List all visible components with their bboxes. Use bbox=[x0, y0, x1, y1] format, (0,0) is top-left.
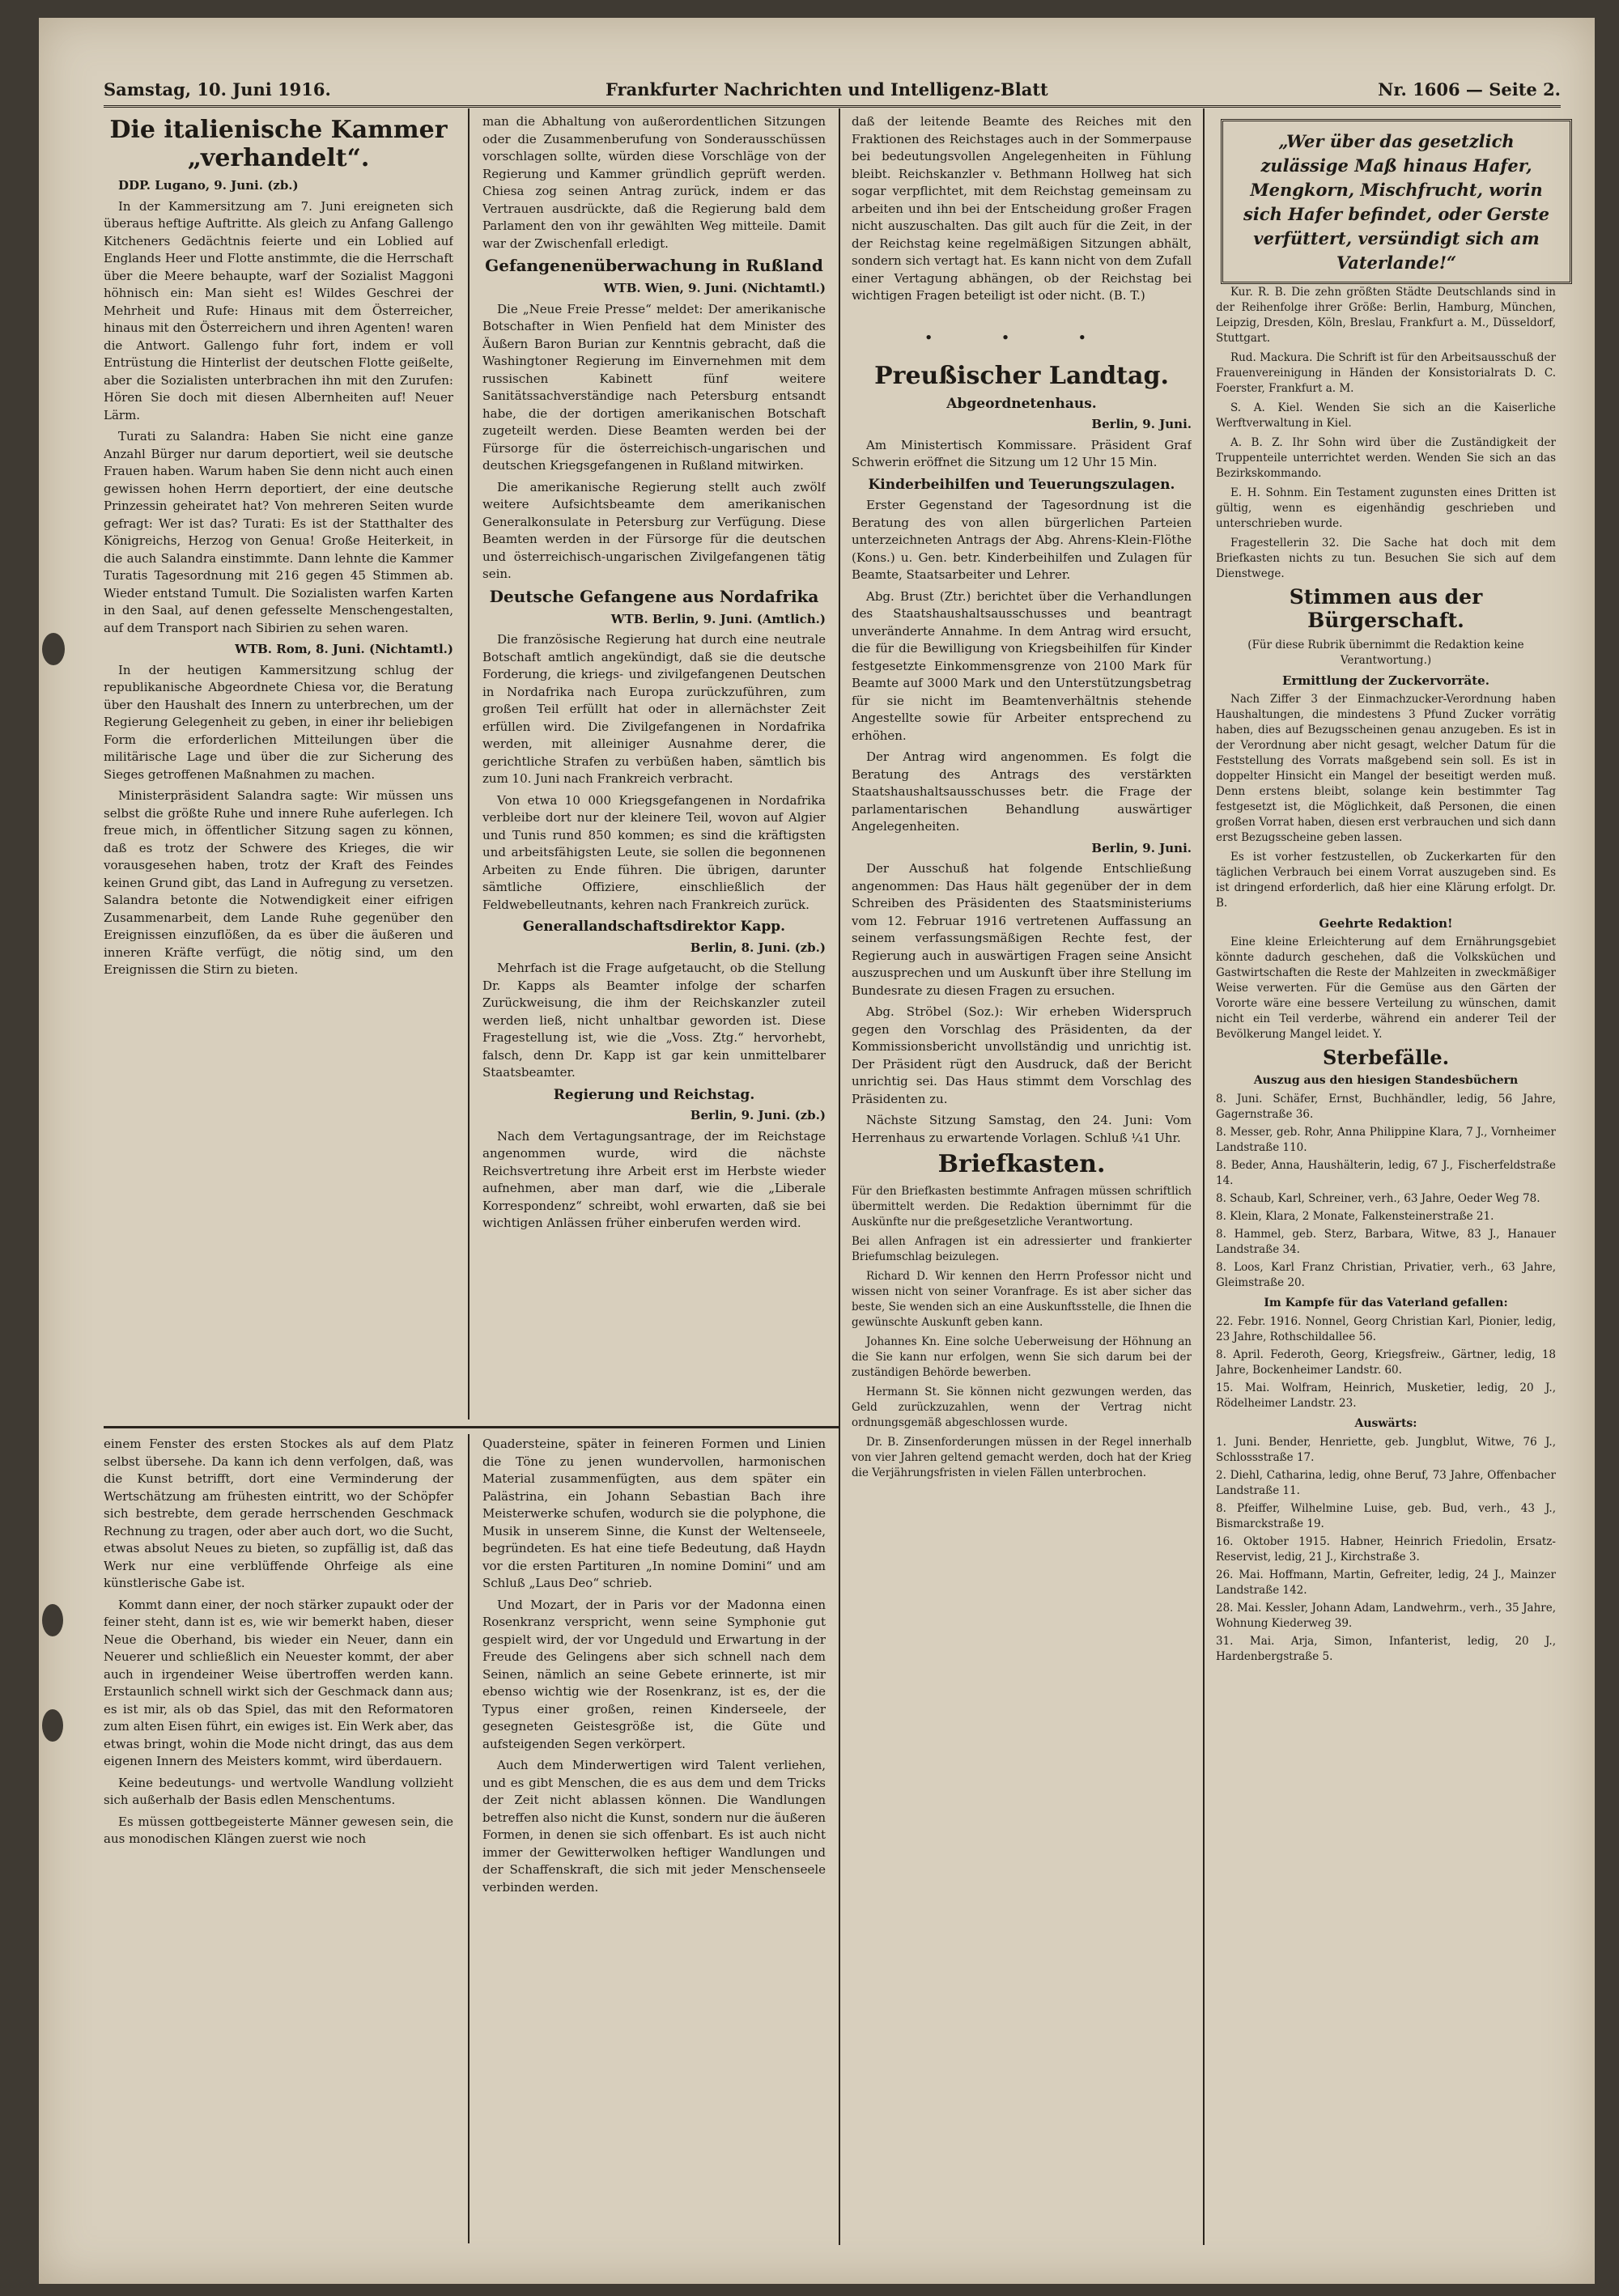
headline-prisoners-north-africa: Deutsche Gefangene aus Nordafrika bbox=[489, 586, 819, 606]
paragraph: Und Mozart, der in Paris vor der Madonna einen Rosenkranz verspricht, wenn seine Symphonie gut gespielt wird, der vor Ungeduld und Erwartung in der Freude des Gelingens aber sich schnell nach dem Seinen, nämlich an seine Gebete erinnerte, ist mir ebenso wichtig wie der Rosenkranz, ist es, der die Typus einer großen, reinen Kinderseele, der gesegneten Geistesgröße ist, die Güte und aufsteigenden Segen verkörpert. bbox=[482, 1597, 826, 1751]
paragraph: Am Ministertisch Kommissare. Präsident Graf Schwerin eröffnet die Sitzung um 12 Uhr 15 Min. bbox=[852, 437, 1192, 469]
column-3 bbox=[852, 113, 1192, 2242]
column-rule bbox=[468, 108, 470, 1420]
paragraph: Abg. Brust (Ztr.) berichtet über die Verhandlungen des Staatshaushaltsausschusses und beantragt unveränderte Annahme. In dem Antrag wird ersucht, die für die Bewilligung von Kriegsbeihilfen für Kinder festgesetzte Einkommensgrenze von 2100 Mark für Beamte auf 3000 Mark und den Unterstützungsbetrag für sie nicht im Beamtenverhältnis stehende Angestellte sowie für Arbeiter entsprechend zu erhöhen. bbox=[852, 588, 1192, 743]
feuilleton-rule bbox=[104, 1426, 839, 1428]
paragraph: Der Antrag wird angenommen. Es folgt die Beratung des Antrags des verstärkten Staatshaushaltsausschusses betr. die Frage der parlamentarischen Behandlung auswärtiger Angelegenheiten. bbox=[852, 749, 1192, 834]
list-item: 16. Oktober 1915. Habner, Heinrich Friedolin, Ersatz-Reservist, ledig, 21 J., Kirchstraße 3. bbox=[1216, 1535, 1556, 1564]
paragraph: Nach dem Vertagungsantrage, der im Reichstage angenommen wurde, wird die nächste Reichsvertretung ihre Arbeit erst im Herbste wieder aufnehmen, aber man darf, wie die „Liberale Korrespondenz“ schreibt, wohl erwarten, daß sie bei wichtigen Anlässen früher einberufen werden wird. bbox=[482, 1128, 826, 1230]
masthead bbox=[104, 74, 1561, 108]
headline-prisoner-watch: Gefangenenüberwachung in Rußland bbox=[485, 256, 823, 275]
notice-box: „Wer über das gesetzlich zulässige Maß hinaus Hafer, Mengkorn, Mischfrucht, worin sich Hafer befindet, oder Gerste verfüttert, versündigt sich am Vaterlande!“ bbox=[1221, 119, 1572, 284]
list-item: 1. Juni. Bender, Henriette, geb. Jungblut, Witwe, 76 J., Schlossstraße 17. bbox=[1216, 1436, 1556, 1465]
headline-prussian-diet: Preußischer Landtag. bbox=[874, 362, 1169, 390]
headline-letterbox: Briefkasten. bbox=[937, 1150, 1106, 1178]
paragraph: Auch dem Minderwertigen wird Talent verliehen, und es gibt Menschen, die es aus dem und dem Tricks der Zeit nicht ablassen können. Die Wandlungen betreffen also nicht die Kunst, sondern nur die äußeren Formen, in denen sie sich offenbart. Es ist auch nicht immer der Gewitterwolken heftiger Wandlungen und der Schaffenskraft, die sich mit jeder Menschenseele verbinden werden. bbox=[482, 1758, 826, 1895]
dateline: Berlin, 9. Juni. bbox=[1091, 840, 1192, 855]
paragraph: E. H. Sohnm. Ein Testament zugunsten eines Dritten ist gültig, wenn es eigenhändig geschrieben und unterschrieben wurde. bbox=[1216, 486, 1556, 530]
paragraph: Erster Gegenstand der Tagesordnung ist die Beratung des von allen bürgerlichen Parteien unterzeichneten Antrags der Abg. Ahrens-Klein-Flöthe (Kons.) u. Gen. betr. Kinderbeihilfen und Zulagen für Beamte, Staatsarbeiter und Lehrer. bbox=[852, 498, 1192, 582]
paragraph: Ministerpräsident Salandra sagte: Wir müssen uns selbst die größte Ruhe und innere Ruhe auferlegen. Ich freue mich, in öffentlicher Sitzung sagen zu können, daß es trotz der Schwere des Krieges, die wir vorausgesehen haben, trotz der Kraft des Feindes keinen Grund gibt, das Land in Aufregung zu versetzen. Salandra betonte die Notwendigkeit einer eifrigen Zusammenarbeit, dem Lande Ruhe gegenüber den Ereignissen einzuflößen, da es über die äußeren und inneren Kräfte verfügt, die nötig sind, um den Ereignissen die Stirn zu bieten. bbox=[104, 788, 453, 977]
list-item: 8. Schaub, Karl, Schreiner, verh., 63 Jahre, Oeder Weg 78. bbox=[1216, 1192, 1540, 1206]
paragraph: Es ist vorher festzustellen, ob Zuckerkarten für den täglichen Verbrauch bei einem Vorrat auszugeben sind. Es ist dringend erforderlich, daß hier eine Klärung erfolgt. Dr. B. bbox=[1216, 850, 1556, 910]
dateline: DDP. Lugano, 9. Juni. (zb.) bbox=[118, 178, 299, 193]
column-1 bbox=[104, 113, 453, 1418]
paragraph: Die amerikanische Regierung stellt auch zwölf weitere Aufsichtsbeamte dem amerikanischen Generalkonsulate in Petersburg zur Verfügung. Diese Beamten werden in der Fürsorge für die deutschen und österreichisch-ungarischen Zivilgefangenen tätig sein. bbox=[482, 479, 826, 581]
section-separator: • • • bbox=[924, 329, 1119, 345]
column-rule bbox=[1203, 108, 1205, 2245]
column-2 bbox=[482, 113, 826, 1418]
headline-italian-chamber: Die italienische Kammer „verhandelt“. bbox=[109, 116, 448, 172]
list-item: 28. Mai. Kessler, Johann Adam, Landwehrm., verh., 35 Jahre, Wohnung Kiederweg 39. bbox=[1216, 1602, 1556, 1631]
punch-hole bbox=[42, 1604, 63, 1636]
paragraph: Für den Briefkasten bestimmte Anfragen müssen schriftlich übermittelt werden. Die Redaktion übernimmt für die Auskünfte nur die preßgesetzliche Verantwortung. bbox=[852, 1184, 1192, 1229]
subheadline-child-allowance: Kinderbeihilfen und Teuerungszulagen. bbox=[868, 476, 1175, 493]
paragraph: Bei allen Anfragen ist ein adressierter und frankierter Briefumschlag beizulegen. bbox=[852, 1234, 1192, 1263]
paragraph: Johannes Kn. Eine solche Ueberweisung der Höhnung an die Sie kann nur erfolgen, wenn Sie sich darum bei der zuständigen Behörde bewerben. bbox=[852, 1335, 1192, 1379]
paragraph: Hermann St. Sie können nicht gezwungen werden, das Geld zurückzuzahlen, wenn der Vertrag nicht ordnungsgemäß abgeschlossen wurde. bbox=[852, 1385, 1192, 1429]
paragraph: In der Kammersitzung am 7. Juni ereigneten sich überaus heftige Auftritte. Als gleich zu Anfang Gallengo Kitcheners Gedächtnis feierte und ein Loblied auf Englands Heer und Flotte anstimmte, die die Herrschaft über die Meere behaupte, warf der Sozialist Maggoni höhnisch ein: Man sieht es! Wildes Geschrei der Mehrheit und Rufe: Hinaus mit dem Österreicher, hinaus mit den Österreichern und ihren Agenten! waren die Antwort. Gallengo fuhr fort, indem er voll Entrüstung die Hinterlist der deutschen Flotte geißelte, aber die Sozialisten unterbrachen ihn mit den Zurufen: Hören Sie doch mit diesen Albernheiten auf! Neuer Lärm. bbox=[104, 198, 453, 422]
dateline: WTB. Berlin, 9. Juni. (Amtlich.) bbox=[610, 611, 826, 626]
paragraph: Richard D. Wir kennen den Herrn Professor nicht und wissen nicht von seiner Voranfrage. Es ist aber sicher das beste, Sie wenden sich an eine Auskunftsstelle, die Ihnen die gewünschte Auskunft geben kann. bbox=[852, 1269, 1192, 1329]
paragraph: Fragestellerin 32. Die Sache hat doch mit dem Briefkasten nichts zu tun. Besuchen Sie sich auf dem Dienstwege. bbox=[1216, 537, 1556, 580]
headline-kapp: Generallandschaftsdirektor Kapp. bbox=[522, 919, 786, 935]
dateline: WTB. Rom, 8. Juni. (Nichtamtl.) bbox=[235, 642, 453, 656]
punch-hole bbox=[42, 633, 65, 665]
paragraph: Abg. Ströbel (Soz.): Wir erheben Widerspruch gegen den Vorschlag des Präsidenten, da der Kommissionsbericht unvollständig und unrichtig ist. Der Präsident rügt den Ausdruck, daß der Bericht unrichtig sei. Das Haus stimmt dem Vorschlag des Präsidenten zu. bbox=[852, 1004, 1192, 1106]
list-item: 8. Pfeiffer, Wilhelmine Luise, geb. Bud, verh., 43 J., Bismarckstraße 19. bbox=[1216, 1502, 1556, 1531]
list-item: 31. Mai. Arja, Simon, Infanterist, ledig, 20 J., Hardenbergstraße 5. bbox=[1216, 1635, 1556, 1664]
newspaper-page bbox=[39, 18, 1595, 2284]
list-item: 8. Juni. Schäfer, Ernst, Buchhändler, ledig, 56 Jahre, Gagernstraße 36. bbox=[1216, 1093, 1556, 1122]
subheadline-house: Abgeordnetenhaus. bbox=[946, 395, 1097, 412]
feuilleton-column-1 bbox=[104, 1436, 453, 2245]
subheadline-sugar: Ermittlung der Zuckervorräte. bbox=[1282, 673, 1489, 688]
dateline: Berlin, 8. Juni. (zb.) bbox=[690, 940, 826, 955]
list-item: 8. April. Federoth, Georg, Kriegsfreiw., Gärtner, ledig, 18 Jahre, Bockenheimer Landstr. 60. bbox=[1216, 1348, 1556, 1377]
list-item: 8. Messer, geb. Rohr, Anna Philippine Klara, 7 J., Vornheimer Landstraße 110. bbox=[1216, 1126, 1556, 1155]
column-rule bbox=[839, 108, 840, 2245]
paragraph: Nach Ziffer 3 der Einmachzucker-Verordnung haben Haushaltungen, die mindestens 3 Pfund Zucker vorrätig haben, dies auf Bezugsscheinen genau anzugeben. Es ist in der Verordnung aber nicht gesagt, welcher Datum für die Feststellung des Vorrats maßgebend sein soll. Es ist in doppelter Hinsicht ein Mangel der beseitigt werden muß. Denn erstens bleibt, solange kein bestimmter Tag festgesetzt ist, die Möglichkeit, daß Personen, die einen großen Vorrat haben, diesen erst verbrauchen und sich dann erst Bezugsscheine geben lassen. bbox=[1216, 692, 1556, 844]
list-item: 22. Febr. 1916. Nonnel, Georg Christian Karl, Pionier, ledig, 23 Jahre, Rothschildallee 56. bbox=[1216, 1315, 1556, 1344]
list-item: 2. Diehl, Catharina, ledig, ohne Beruf, 73 Jahre, Offenbacher Landstraße 11. bbox=[1216, 1469, 1556, 1498]
dateline: Berlin, 9. Juni. (zb.) bbox=[690, 1108, 826, 1123]
punch-hole bbox=[42, 1709, 63, 1742]
headline-citizens-voices: Stimmen aus der Bürgerschaft. bbox=[1289, 585, 1483, 632]
headline-deaths: Sterbefälle. bbox=[1322, 1045, 1450, 1069]
paragraph: Quadersteine, später in feineren Formen und Linien die Töne zu jenen wundervollen, harmonischen Material zusammenfügten, aus dem später ein Palästrina, ein Johann Sebastian Bach ihre Meisterwerke schufen, wodurch sie die polyphone, die Musik in unserem Sinne, die Kunst der Weltenseele, begründeten. Es hat eine tiefe Bedeutung, daß Haydn vor die ersten Partituren „In nomine Domini“ und am Schluß „Laus Deo“ schrieb. bbox=[482, 1437, 826, 1590]
paragraph: Die französische Regierung hat durch eine neutrale Botschaft amtlich angekündigt, daß sie die deutsche Forderung, die kriegs- und zivilgefangenen Deutschen in Nordafrika nach Europa zurückzuführen, zum großen Teil erfüllt hat oder in allernächster Zeit erfüllen wird. Die Zivilgefangenen in Nordafrika werden, mit alleiniger Ausnahme derer, die gerichtliche Strafen zu verbüßen haben, sämtlich bis zum 10. Juni nach Frankreich verbracht. bbox=[482, 632, 826, 786]
paragraph: Es müssen gottbegeisterte Männer gewesen sein, die aus monodischen Klängen zuerst wie noch bbox=[104, 1814, 453, 1846]
paragraph: daß der leitende Beamte des Reiches mit den Fraktionen des Reichstages auch in der Sommerpause bei bedeutungsvollen Angelegenheiten in Fühlung bleibt. Reichskanzler v. Bethmann Hollweg hat sich sogar verpflichtet, mit dem Reichstag gemeinsam zu arbeiten und ihn bei der Entscheidung großer Fragen nicht auszuschalten. Das gilt auch für die Zeit, in der der Reichstag keine regelmäßigen Sitzungen abhält, sondern sich vertagt hat. Es kann nicht von dem Zufall einer Vertagung abhängen, ob der Reichstag bei wichtigen Fragen beteiligt ist oder nicht. (B. T.) bbox=[852, 114, 1192, 303]
paragraph: Turati zu Salandra: Haben Sie nicht eine ganze Anzahl Bürger nur darum deportiert, weil sie deutsche Frauen haben. Warum haben Sie denn nicht auch einen gewissen hohen Herrn deportiert, der eine deutsche Prinzessin geheiratet hat? Von mehreren Seiten wurde gefragt: Wer ist das? Turati: Es ist der Statthalter des Königreichs, Herzog von Genua! Große Heiterkeit, in die auch Salandra einstimmte. Dann lehnte die Kammer Turatis Tagesordnung mit 216 gegen 45 Stimmen ab. Wieder entstand Tumult. Die Sozialisten warfen Karten in den Saal, auf denen gefesselte Menschengestalten, auf dem Transport nach Sibirien zu sehen waren. bbox=[104, 429, 453, 635]
paragraph: Keine bedeutungs- und wertvolle Wandlung vollzieht sich außerhalb der Basis edlen Menschentums. bbox=[104, 1775, 453, 1807]
paragraph: S. A. Kiel. Wenden Sie sich an die Kaiserliche Werftverwaltung in Kiel. bbox=[1216, 401, 1556, 430]
dateline: Berlin, 9. Juni. bbox=[1091, 417, 1192, 431]
masthead-issue: Nr. 1606 — Seite 2. bbox=[1378, 79, 1561, 100]
paragraph: Von etwa 10 000 Kriegsgefangenen in Nordafrika verbleibe dort nur der kleinere Teil, wovon auf Algier und Tunis rund 850 kommen; es sind die kräftigsten und arbeitsfähigsten Leute, sie sollen die begonnenen Arbeiten zu Ende führen. Die übrigen, darunter sämtliche Offiziere, einschließlich der Feldwebelleutnants, kehren nach Frankreich zurück. bbox=[482, 792, 826, 912]
feuilleton-column-2 bbox=[482, 1436, 826, 2245]
paragraph: Mehrfach ist die Frage aufgetaucht, ob die Stellung Dr. Kapps als Beamter infolge der scharfen Zurückweisung, die ihm der Reichskanzler zuteil werden ließ, nicht unhaltbar geworden ist. Diese Fragestellung ist, wie die „Voss. Ztg.“ hervorhebt, falsch, denn Dr. Kapp ist gar kein unmittelbarer Staatsbeamter. bbox=[482, 961, 826, 1080]
list-item: 8. Klein, Klara, 2 Monate, Falkensteinerstraße 21. bbox=[1216, 1210, 1494, 1224]
list-item: 8. Beder, Anna, Haushälterin, ledig, 67 J., Fischerfeldstraße 14. bbox=[1216, 1159, 1556, 1188]
list-item: 15. Mai. Wolfram, Heinrich, Musketier, ledig, 20 J., Rödelheimer Landstr. 23. bbox=[1216, 1381, 1556, 1411]
subheadline-dear-editors: Geehrte Redaktion! bbox=[1319, 915, 1453, 931]
paragraph: einem Fenster des ersten Stockes als auf dem Platz selbst übersehe. Da kann ich denn verfolgen, daß, was die Kunst betrifft, dort eine Verminderung der Wertschätzung am frühesten eintritt, wo der Schöpfer sich bestrebte, dem gerade herrschenden Geschmack Rechnung zu tragen, oder aber auch dort, wo die Sucht, etwas absolut Neues zu bieten, so zupfällig ist, daß das Werk nur eine verblüffende Ohrfeige als eine künstlerische Gabe ist. bbox=[104, 1437, 453, 1590]
dateline: WTB. Wien, 9. Juni. (Nichtamtl.) bbox=[603, 281, 826, 295]
death-notices bbox=[1216, 1092, 1556, 1665]
column-rule bbox=[468, 1434, 470, 2243]
column-4 bbox=[1216, 285, 1556, 2243]
headline-government-reichstag: Regierung und Reichstag. bbox=[553, 1086, 755, 1103]
subheadline-abroad: Auswärts: bbox=[1354, 1417, 1417, 1431]
paragraph: Rud. Mackura. Die Schrift ist für den Arbeitsausschuß der Frauenvereinigung in Händen der Konsistorialrats D. C. Foerster, Frankfurt a. M. bbox=[1216, 351, 1556, 395]
paragraph: Kur. R. B. Die zehn größten Städte Deutschlands sind in der Reihenfolge ihrer Größe: Berlin, Hamburg, München, Leipzig, Dresden, Köln, Breslau, Frankfurt a. M., Düsseldorf, Stuttgart. bbox=[1216, 286, 1556, 345]
paragraph: Die „Neue Freie Presse“ meldet: Der amerikanische Botschafter in Wien Penfield hat dem Minister des Äußern Baron Burian zur Kenntnis gebracht, daß die Washingtoner Regierung im Einvernehmen mit dem russischen Kabinett fünf weitere Sanitätssachverständige nach Petersburg entsandt habe, die der dortigen amerikanischen Botschaft zugeteilt werden. Diese Beamten werden bei der Fürsorge für die österreichisch-ungarischen und deutschen Kriegsgefangenen in Rußland mitwirken. bbox=[482, 301, 826, 473]
paragraph: Der Ausschuß hat folgende Entschließung angenommen: Das Haus hält gegenüber der in dem Schreiben des Präsidenten des Staatsministeriums vom 12. Februar 1916 vertretenen Auffassung an seinem verfassungsmäßigen Rechte fest, der Regierung auch in auswärtigen Fragen seine Ansicht auszusprechen und um Auskunft über ihre Stellung im Bundesrate zu diesen Fragen zu ersuchen. bbox=[852, 861, 1192, 998]
paragraph: In der heutigen Kammersitzung schlug der republikanische Abgeordnete Chiesa vor, die Beratung über den Haushalt des Innern zu unterbrechen, um der Regierung Gelegenheit zu geben, in einer ihr beliebigen Form die erforderlichen Mitteilungen über die militärische Lage und über die zur Sicherung des Sieges getroffenen Maßnahmen zu machen. bbox=[104, 662, 453, 782]
masthead-date: Samstag, 10. Juni 1916. bbox=[104, 79, 331, 100]
paragraph: A. B. Z. Ihr Sohn wird über die Zuständigkeit der Truppenteile unterrichtet werden. Wenden Sie sich an das Bezirkskommando. bbox=[1216, 436, 1556, 480]
list-item: 8. Hammel, geb. Sterz, Barbara, Witwe, 83 J., Hanauer Landstraße 34. bbox=[1216, 1228, 1556, 1257]
list-item: 8. Loos, Karl Franz Christian, Privatier, verh., 63 Jahre, Gleimstraße 20. bbox=[1216, 1261, 1556, 1290]
masthead-title: Frankfurter Nachrichten und Intelligenz-Blatt bbox=[606, 79, 1048, 100]
subheadline-fallen: Im Kampfe für das Vaterland gefallen: bbox=[1264, 1297, 1508, 1310]
paragraph: Kommt dann einer, der noch stärker zupaukt oder der feiner steht, dann ist es, wie wir bemerkt haben, dieser Neue die Oberhand, bis wieder ein Neuer, dann ein Neuerer und schließlich ein Neuester kommt, der aber auch in irgendeiner Weise übertroffen werden kann. Erstaunlich schnell wirkt sich der Geschmack dann aus; es ist mir, als ob das Spiel, das mit den Reformatoren zum alten Eisen führt, ein ewiges ist. Ein Werk aber, das etwas bringt, wohin die Mode nicht dringt, das aus dem eigenen Innern des Meisters kommt, wird überdauern. bbox=[104, 1597, 453, 1768]
editorial-note: (Für diese Rubrik übernimmt die Redaktion keine Verantwortung.) bbox=[1247, 638, 1524, 667]
paragraph: Nächste Sitzung Samstag, den 24. Juni: Vom Herrenhaus zu erwartende Vorlagen. Schluß ¼1 Uhr. bbox=[852, 1113, 1192, 1145]
paragraph: man die Abhaltung von außerordentlichen Sitzungen oder die Zusammenberufung von Sonderausschüssen vorschlagen sollte, würden diese Vorschläge von der Regierung und Kammer gründlich geprüft werden. Chiesa zog seinen Antrag zurück, indem er das Vertrauen ausdrückte, daß die Regierung bald dem Parlament den von ihr gewählten Weg mitteile. Damit war der Zwischenfall erledigt. bbox=[482, 114, 826, 251]
list-item: 26. Mai. Hoffmann, Martin, Gefreiter, ledig, 24 J., Mainzer Landstraße 142. bbox=[1216, 1568, 1556, 1598]
subheadline-registry: Auszug aus den hiesigen Standesbüchern bbox=[1253, 1074, 1519, 1088]
paragraph: Dr. B. Zinsenforderungen müssen in der Regel innerhalb von vier Jahren geltend gemacht werden, doch hat der Krieg die Verjährungsfristen in vielen Fällen unterbrochen. bbox=[852, 1435, 1192, 1479]
paragraph: Eine kleine Erleichterung auf dem Ernährungsgebiet könnte dadurch geschehen, daß die Volksküchen und Gastwirtschaften die Reste der Mahlzeiten in zweckmäßiger Weise verwerten. Für die Gemüse aus den Gärten der Vororte wäre eine bessere Verteilung zu wünschen, damit nicht ein Teil verderbe, während ein anderer Teil der Bevölkerung Mangel leidet. Y. bbox=[1216, 935, 1556, 1041]
